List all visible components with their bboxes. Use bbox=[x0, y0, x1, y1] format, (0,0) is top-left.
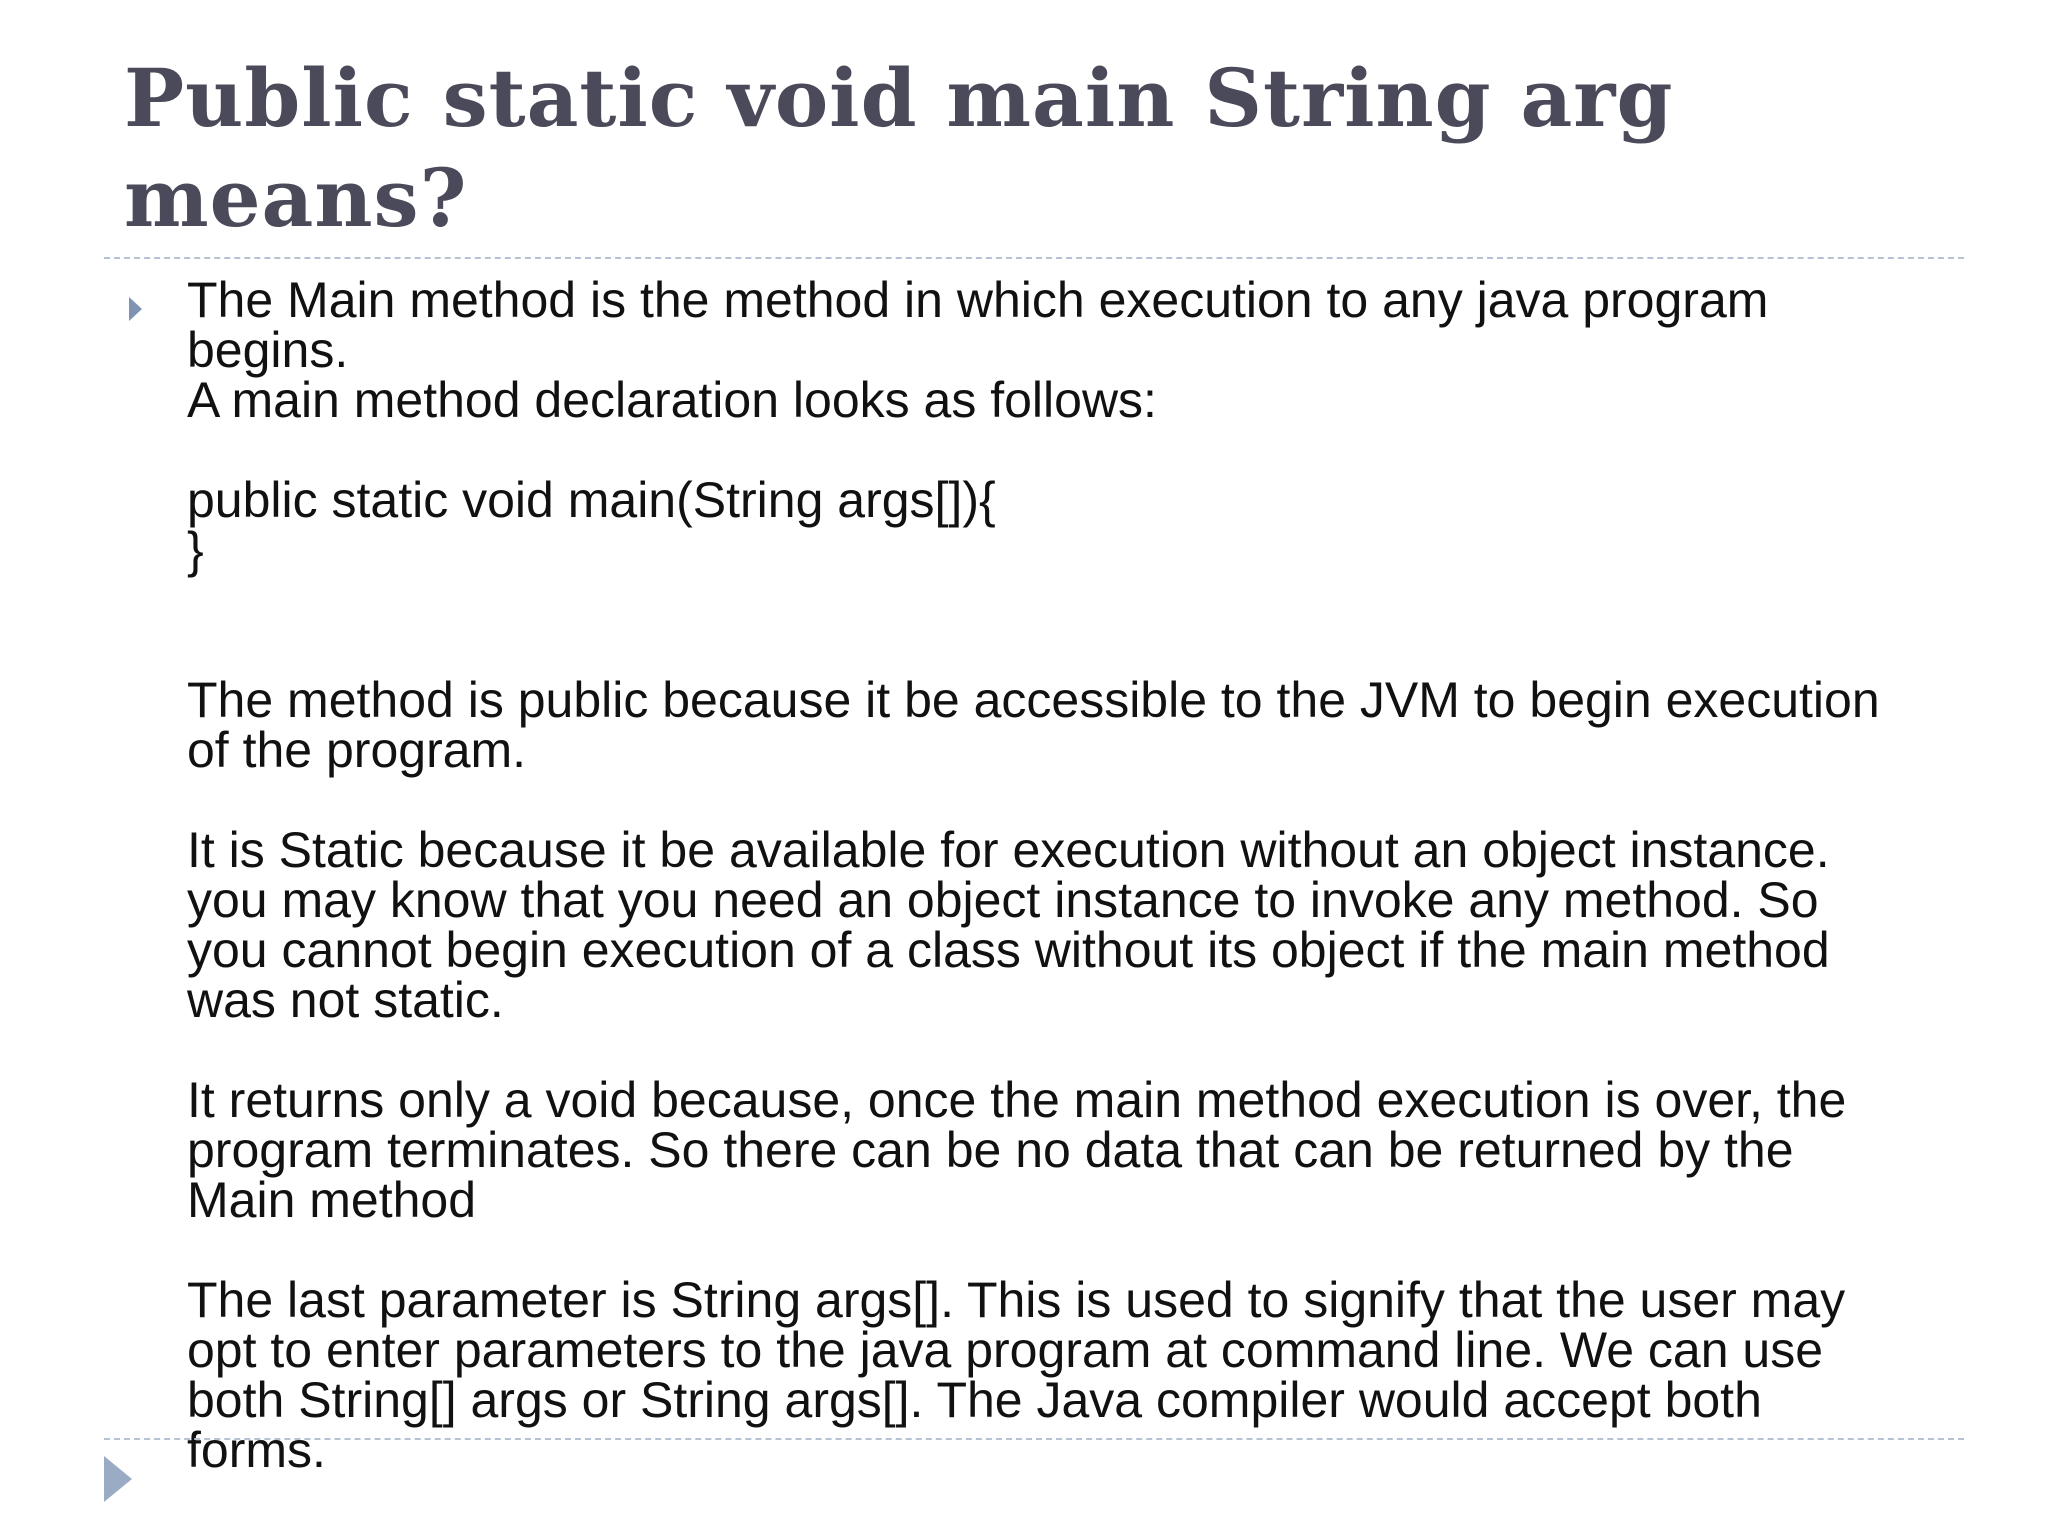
text-line: forms. bbox=[187, 1422, 326, 1478]
slide-title-line-1: Public static void main String arg bbox=[124, 51, 1674, 145]
slide-title-line-2: means? bbox=[124, 151, 468, 245]
code-line: } bbox=[187, 522, 204, 578]
top-divider bbox=[104, 257, 1964, 259]
text-line: both String[] args or String args[]. The Java compiler would accept both bbox=[187, 1372, 1762, 1428]
text-line: you may know that you need an object instance to invoke any method. So bbox=[187, 872, 1819, 928]
slide-title bbox=[124, 48, 1884, 248]
text-line: of the program. bbox=[187, 722, 527, 778]
text-line: Main method bbox=[187, 1172, 477, 1228]
text-line: program terminates. So there can be no data that can be returned by the bbox=[187, 1122, 1794, 1178]
triangle-bullet-icon bbox=[129, 297, 142, 321]
text-line: you cannot begin execution of a class without its object if the main method bbox=[187, 922, 1830, 978]
text-line: opt to enter parameters to the java program at command line. We can use bbox=[187, 1322, 1824, 1378]
bullet-text bbox=[187, 272, 1957, 1478]
text-line: The last parameter is String args[]. This is used to signify that the user may bbox=[187, 1272, 1846, 1328]
text-line: begins. bbox=[187, 322, 349, 378]
text-line: It is Static because it be available for execution without an object instance. bbox=[187, 822, 1830, 878]
text-line: was not static. bbox=[187, 972, 504, 1028]
text-line: A main method declaration looks as follows: bbox=[187, 372, 1157, 428]
text-line: The Main method is the method in which execution to any java program bbox=[187, 272, 1769, 328]
bottom-divider bbox=[104, 1438, 1964, 1440]
text-line: It returns only a void because, once the main method execution is over, the bbox=[187, 1072, 1847, 1128]
play-triangle-icon bbox=[104, 1456, 132, 1502]
code-line: public static void main(String args[]){ bbox=[187, 472, 996, 528]
text-line: The method is public because it be accessible to the JVM to begin execution bbox=[187, 672, 1880, 728]
